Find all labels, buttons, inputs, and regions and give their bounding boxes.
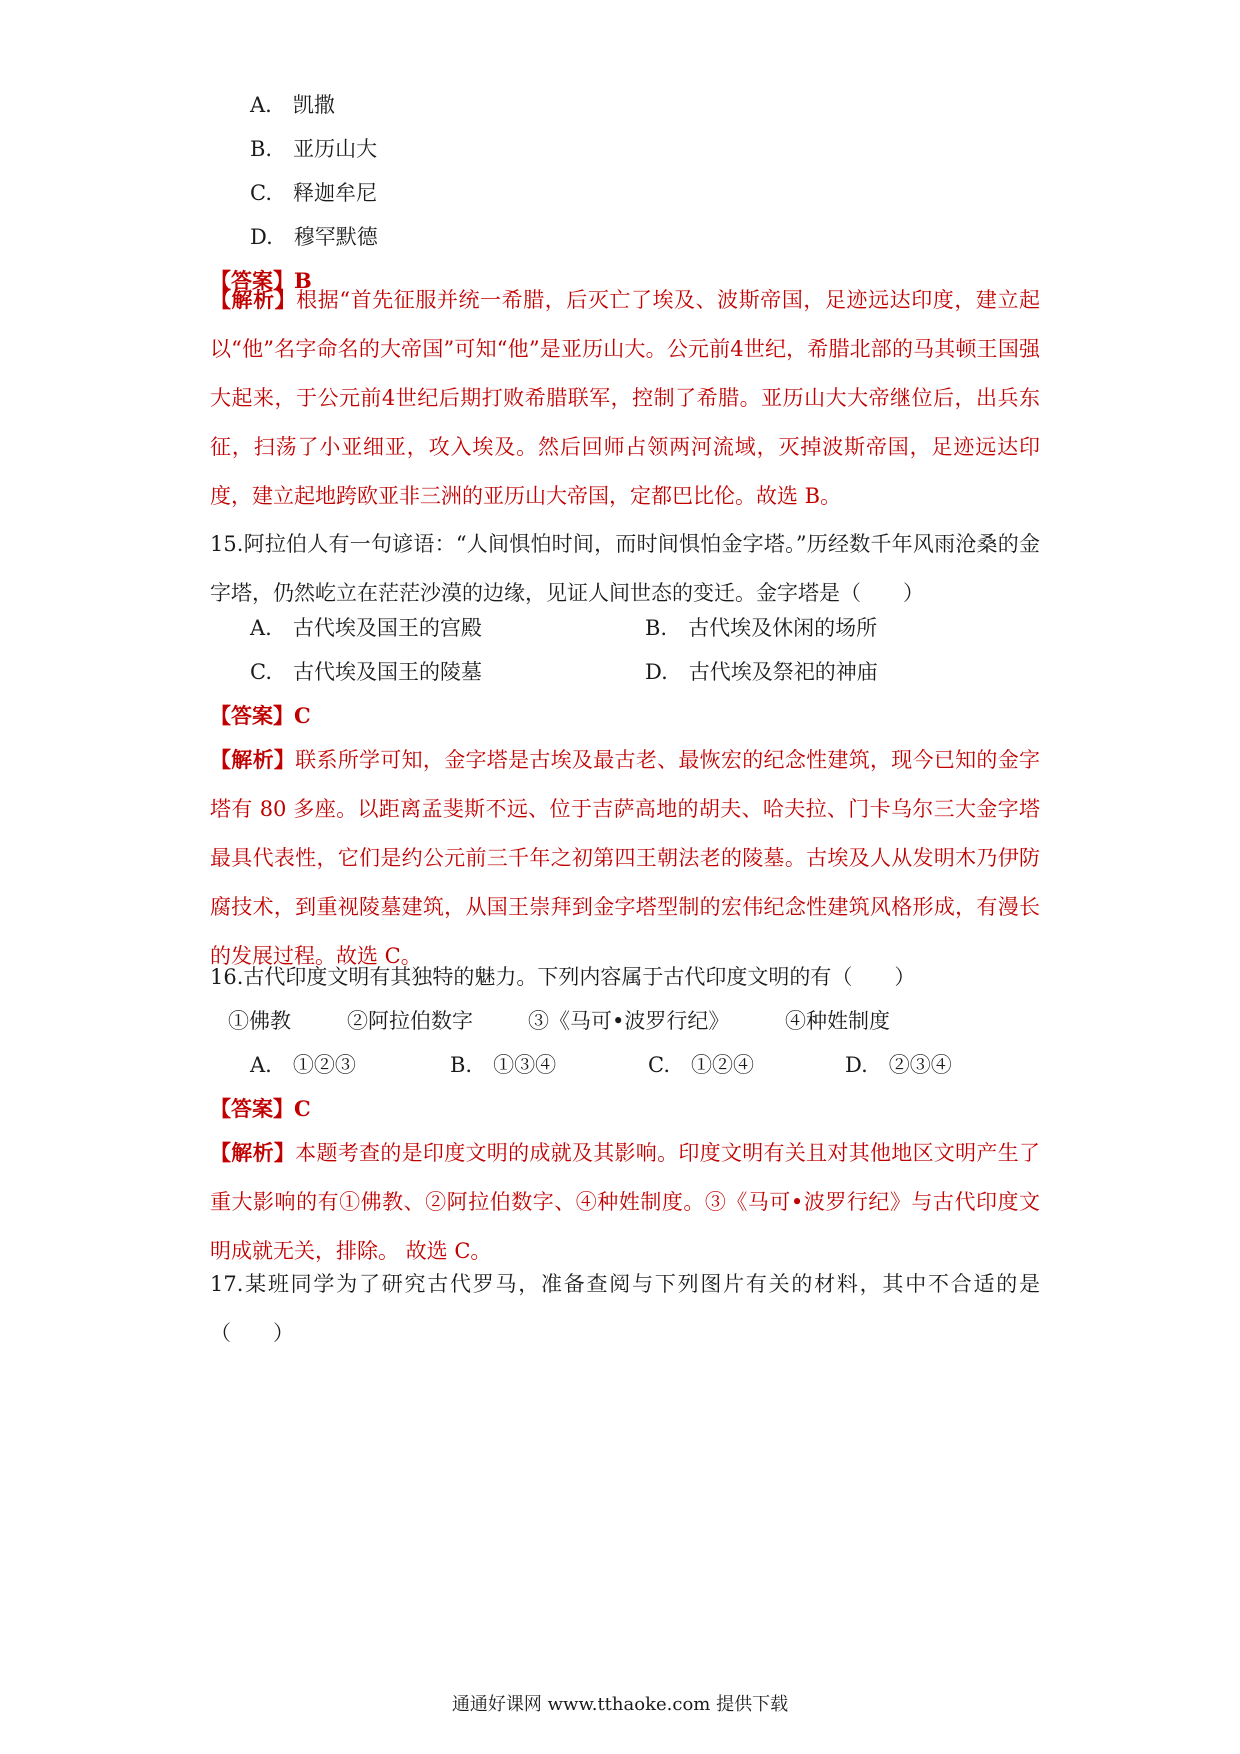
- q14-option-b: B. 亚历山大: [250, 137, 378, 161]
- q15-answer: [210, 701, 311, 731]
- q15-option-d: D. 古代埃及祭祀的神庙: [645, 660, 878, 684]
- q16-option-c: C. ①②④: [648, 1053, 754, 1077]
- answer-label: 【答案】: [210, 268, 294, 293]
- q16-item-4: ④种姓制度: [785, 1009, 890, 1033]
- q16-item-3: ③《马可•波罗行纪》: [528, 1009, 730, 1033]
- answer-label: 【答案】: [210, 1096, 294, 1121]
- q14-option-d: D. 穆罕默德: [250, 225, 378, 249]
- q14-option-a: A. 凯撒: [250, 93, 335, 117]
- q15-option-b: B. 古代埃及休闲的场所: [645, 616, 878, 640]
- q17-question: 17.某班同学为了研究古代罗马，准备查阅与下列图片有关的材料，其中不合适的是（ ）: [210, 1272, 1040, 1345]
- q15-option-c: C. 古代埃及国王的陵墓: [250, 660, 482, 684]
- explanation-text: 联系所学可知，金字塔是古埃及最古老、最恢宏的纪念性建筑，现今已知的金字塔有 80 多座。以距离孟斐斯不远、位于吉萨高地的胡夫、哈夫拉、门卡乌尔三大金字塔最具代表性，它们是约公元前三千年之初第四王朝法老的陵墓。古埃及人从发明木乃伊防腐技术，到重视陵墓建筑，从国王崇拜到金字塔型制的宏伟纪念性建筑风格形成，有漫长的发展过程。故选 C。: [210, 748, 1041, 968]
- footer-source: 通通好课网 www.tthaoke.com 提供下载: [451, 1694, 789, 1715]
- q16-explanation: [210, 1128, 1040, 1276]
- q15-option-a: A. 古代埃及国王的宫殿: [250, 616, 482, 640]
- answer-label: 【答案】: [210, 703, 294, 728]
- answer-value: C: [294, 1096, 311, 1121]
- explanation-label: 【解析】: [210, 1140, 296, 1165]
- q16-option-b: B. ①③④: [450, 1053, 557, 1077]
- q16-item-2: ②阿拉伯数字: [347, 1009, 473, 1033]
- answer-value: B: [294, 268, 312, 293]
- explanation-text: 本题考查的是印度文明的成就及其影响。印度文明有关且对其他地区文明产生了重大影响的有①佛教、②阿拉伯数字、④种姓制度。③《马可•波罗行纪》与古代印度文明成就无关，排除。 故选 C。: [210, 1141, 1041, 1263]
- explanation-text: 根据“首先征服并统一希腊，后灭亡了埃及、波斯帝国，足迹远达印度，建立起以“他”名字命名的大帝国”可知“他”是亚历山大。公元前4世纪，希腊北部的马其顿王国强大起来，于公元前4世纪后期打败希腊联军，控制了希腊。亚历山大大帝继位后，出兵东征，扫荡了小亚细亚，攻入埃及。然后回师占领两河流域，灭掉波斯帝国，足迹远达印度，建立起地跨欧亚非三洲的亚历山大帝国，定都巴比伦。故选 B。: [210, 288, 1041, 508]
- answer-value: C: [294, 703, 311, 728]
- q14-option-c: C. 释迦牟尼: [250, 181, 377, 205]
- q16-option-a: A. ①②③: [250, 1053, 356, 1077]
- explanation-label: 【解析】: [210, 747, 296, 772]
- q16-item-1: ①佛教: [228, 1009, 291, 1033]
- q16-question: 16.古代印度文明有其独特的魅力。下列内容属于古代印度文明的有（ ）: [210, 965, 916, 989]
- q14-explanation: [210, 275, 1040, 521]
- explanation-label: 【解析】: [210, 287, 297, 312]
- q16-answer: [210, 1094, 311, 1124]
- q15-explanation: [210, 735, 1040, 981]
- q16-option-d: D. ②③④: [845, 1053, 952, 1077]
- q15-question: 15.阿拉伯人有一句谚语：“人间惧怕时间，而时间惧怕金字塔。”历经数千年风雨沧桑的金字塔，仍然屹立在茫茫沙漠的边缘，见证人间世态的变迁。金字塔是（ ）: [210, 532, 1040, 605]
